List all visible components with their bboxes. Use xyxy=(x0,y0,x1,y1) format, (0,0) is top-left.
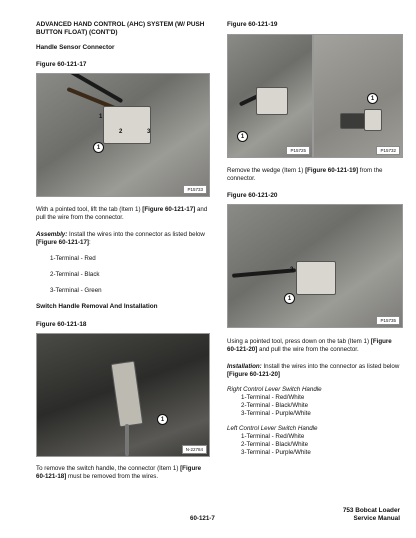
callout-number: 3 xyxy=(290,267,294,273)
wire xyxy=(125,424,129,456)
callout-circle: 1 xyxy=(237,131,248,142)
figure-code: P15735 xyxy=(376,316,400,325)
footer-model: 753 Bobcat Loader xyxy=(342,507,400,514)
text: Remove the wedge (Item 1) xyxy=(227,167,306,174)
text: must be removed from the wires. xyxy=(66,473,159,481)
figure-ref: [Figure 60-121-18] xyxy=(36,465,202,481)
terminal-item: 3-Terminal - Purple/White xyxy=(241,449,311,456)
connector-illustration xyxy=(364,109,382,131)
terminal-item: 1-Terminal - Red xyxy=(50,255,96,262)
callout-number: 1 xyxy=(99,114,103,120)
terminal-item: 2-Terminal - Black xyxy=(50,271,100,278)
paragraph-installation xyxy=(227,363,401,379)
terminal-item: 1-Terminal - Red/White xyxy=(241,433,305,440)
paragraph-remove-wedge xyxy=(227,167,401,183)
footer-manual: Service Manual xyxy=(353,515,400,523)
text: To remove the switch handle, the connector (Item 1) xyxy=(36,465,181,472)
footer-title xyxy=(343,507,400,524)
subheading-handle-sensor-connector: Handle Sensor Connector xyxy=(36,44,115,51)
terminal-item: 1-Terminal - Red/White xyxy=(241,394,305,401)
figure-ref: [Figure 60-121-17] xyxy=(36,239,89,247)
figure-60-121-20-photo xyxy=(227,204,403,328)
text: With a pointed tool, lift the tab (Item 1) xyxy=(36,206,143,213)
callout-number: 3 xyxy=(147,129,151,135)
assembly-label: Assembly: xyxy=(36,231,68,238)
callout-number: 2 xyxy=(119,129,123,135)
callout-circle: 1 xyxy=(157,414,168,425)
callout-circle: 1 xyxy=(284,293,295,304)
figure-label-19: Figure 60-121-19 xyxy=(227,21,278,28)
connector-illustration xyxy=(256,87,288,115)
text: and pull the wire from the connector. xyxy=(36,206,208,222)
terminal-item: 2-Terminal - Black/White xyxy=(241,441,309,448)
left-handle-title: Left Control Lever Switch Handle xyxy=(227,425,318,432)
connector-illustration xyxy=(296,261,336,295)
subheading-switch-handle: Switch Handle Removal And Installation xyxy=(36,303,158,310)
figure-60-121-17-photo xyxy=(36,73,210,197)
section-heading: ADVANCED HAND CONTROL (AHC) SYSTEM (W/ PUSH BUTTON FLOAT) (CONT'D) xyxy=(36,21,205,36)
wedge-illustration xyxy=(340,113,366,129)
text: from the connector. xyxy=(227,167,383,183)
page-number: 60-121-7 xyxy=(190,515,215,522)
text: Install the wires into the connector as listed below xyxy=(67,231,205,238)
terminal-item: 3-Terminal - Purple/White xyxy=(241,410,311,417)
terminal-item: 3-Terminal - Green xyxy=(50,287,102,294)
switch-handle-illustration xyxy=(111,361,144,428)
figure-60-121-19-photo-b xyxy=(313,34,403,158)
installation-label: Installation: xyxy=(227,363,262,370)
paragraph-assembly xyxy=(36,231,210,247)
figure-60-121-19-photo-a xyxy=(227,34,313,158)
figure-ref: [Figure 60-121-20] xyxy=(227,371,280,379)
figure-60-121-18-photo xyxy=(36,333,210,457)
paragraph-lift-tab xyxy=(36,206,210,222)
figure-code: P15733 xyxy=(183,185,207,194)
callout-circle: 1 xyxy=(367,93,378,104)
text: and pull the wire from the connector. xyxy=(257,346,359,354)
paragraph-remove-switch-handle xyxy=(36,465,210,481)
figure-code: P15725 xyxy=(286,146,310,155)
figure-ref: [Figure 60-121-17] xyxy=(142,206,196,213)
text: : xyxy=(88,239,91,247)
figure-label-20: Figure 60-121-20 xyxy=(227,192,278,199)
wire xyxy=(232,268,296,278)
text: Using a pointed tool, press down on the tab (Item 1) xyxy=(227,338,371,345)
figure-label-18: Figure 60-121-18 xyxy=(36,321,87,328)
figure-ref: [Figure 60-121-19] xyxy=(305,167,359,174)
paragraph-press-tab xyxy=(227,338,401,354)
connector-illustration xyxy=(103,106,151,144)
figure-label-17: Figure 60-121-17 xyxy=(36,61,87,68)
figure-ref: [Figure 60-121-20] xyxy=(227,338,392,354)
terminal-item: 2-Terminal - Black/White xyxy=(241,402,309,409)
right-handle-title: Right Control Lever Switch Handle xyxy=(227,386,322,393)
text: Install the wires into the connector as listed below xyxy=(261,363,400,370)
figure-code: P15732 xyxy=(376,146,400,155)
figure-code: N-22784 xyxy=(182,445,207,454)
callout-circle: 1 xyxy=(93,142,104,153)
